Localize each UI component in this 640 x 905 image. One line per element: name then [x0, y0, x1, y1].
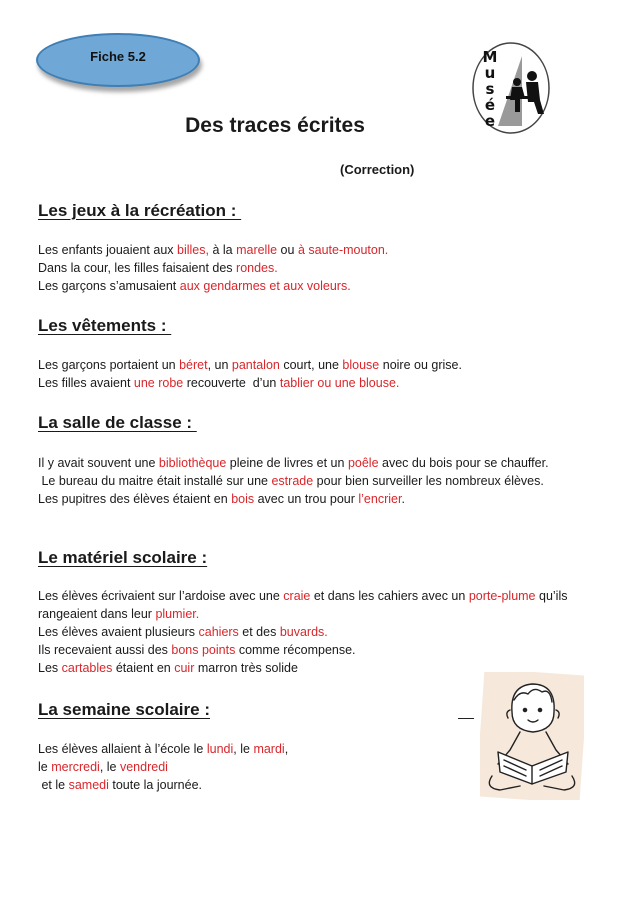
text-segment: et des	[238, 625, 280, 639]
text-segment: ,	[284, 742, 289, 756]
short-rule	[458, 718, 474, 719]
text-segment: Il y avait souvent une	[38, 456, 159, 470]
highlighted-answer: bibliothèque	[158, 456, 227, 470]
correction-label: (Correction)	[340, 162, 415, 177]
text-segment: court, une	[279, 358, 343, 372]
logo-letter-e-acute: é	[484, 96, 496, 114]
text-line	[38, 277, 608, 295]
highlighted-answer: mercredi	[51, 760, 100, 774]
highlighted-answer: cahiers	[198, 625, 239, 639]
text-line	[38, 490, 608, 508]
highlighted-answer: lundi	[206, 742, 234, 756]
highlighted-answer: bons points	[171, 643, 236, 657]
text-segment: , le	[99, 760, 120, 774]
highlighted-answer: craie	[283, 589, 311, 603]
highlighted-answer: estrade	[271, 474, 314, 488]
text-line	[38, 587, 608, 623]
text-segment: , le	[233, 742, 254, 756]
text-segment: pour bien surveiller les nombreux élèves.	[313, 474, 544, 488]
text-segment: toute la journée.	[108, 778, 203, 792]
highlighted-answer: aux gendarmes et aux voleurs.	[179, 279, 351, 293]
text-segment: Les	[38, 661, 62, 675]
section-title-salle-de-classe: La salle de classe :	[38, 413, 197, 432]
text-segment: ou	[277, 243, 298, 257]
highlighted-answer: vendredi	[119, 760, 168, 774]
text-segment: recouverte d’un	[183, 376, 280, 390]
highlighted-answer: poêle	[347, 456, 379, 470]
logo-letter-e: e	[484, 112, 496, 130]
highlighted-answer: marelle	[236, 243, 278, 257]
text-line	[38, 241, 608, 259]
highlighted-answer: buvards.	[279, 625, 328, 639]
text-segment: le	[38, 760, 52, 774]
text-segment: Les élèves allaient à l’école le	[38, 742, 207, 756]
text-segment: marron très solide	[194, 661, 298, 675]
highlighted-answer: bois	[231, 492, 255, 506]
text-segment: noire ou grise.	[379, 358, 462, 372]
text-segment: comme récompense.	[235, 643, 356, 657]
text-line	[38, 454, 608, 472]
logo-letter-m: M	[482, 48, 498, 66]
text-line	[38, 641, 608, 659]
highlighted-answer: cuir	[174, 661, 195, 675]
highlighted-answer: mardi	[253, 742, 285, 756]
text-line	[38, 623, 608, 641]
text-segment: Dans la cour, les filles faisaient des	[38, 261, 237, 275]
logo-letter-u: u	[484, 64, 496, 82]
text-segment: Les garçons s’amusaient	[38, 279, 180, 293]
text-segment: Les enfants jouaient aux	[38, 243, 177, 257]
highlighted-answer: blouse	[342, 358, 380, 372]
text-segment: à la	[208, 243, 237, 257]
text-segment: Les garçons portaient un	[38, 358, 180, 372]
highlighted-answer: plumier.	[155, 607, 200, 621]
highlighted-answer: rondes.	[236, 261, 278, 275]
text-segment: qu’ils rangeaient dans leur	[38, 589, 571, 621]
text-segment: , un	[207, 358, 232, 372]
section-title-recreation: Les jeux à la récréation :	[38, 201, 242, 220]
child-reading-illustration	[480, 672, 584, 800]
text-segment: et dans les cahiers avec un	[310, 589, 469, 603]
highlighted-answer: pantalon	[231, 358, 280, 372]
text-line	[38, 374, 608, 392]
text-line	[38, 259, 608, 277]
highlighted-answer: billes,	[177, 243, 209, 257]
paragraph-materiel	[38, 587, 608, 677]
paragraph-salle-de-classe	[38, 454, 608, 508]
text-segment: .	[401, 492, 405, 506]
section-title-materiel: Le matériel scolaire :	[38, 548, 208, 567]
text-segment: étaient en	[112, 661, 175, 675]
highlighted-answer: cartables	[61, 661, 113, 675]
text-segment: pleine de livres et un	[226, 456, 348, 470]
highlighted-answer: l’encrier	[358, 492, 402, 506]
text-segment: avec du bois pour se chauffer.	[378, 456, 549, 470]
logo-letter-s: s	[485, 80, 495, 98]
highlighted-answer: tablier ou une blouse.	[279, 376, 400, 390]
text-segment: Les pupitres des élèves étaient en	[38, 492, 232, 506]
highlighted-answer: béret	[179, 358, 208, 372]
highlighted-answer: samedi	[68, 778, 109, 792]
section-title-semaine: La semaine scolaire :	[38, 700, 210, 719]
highlighted-answer: une robe	[133, 376, 184, 390]
paragraph-recreation	[38, 241, 608, 295]
fiche-badge-label: Fiche 5.2	[90, 48, 146, 64]
text-segment: Ils recevaient aussi des	[38, 643, 172, 657]
highlighted-answer: porte-plume	[468, 589, 536, 603]
text-segment: Le bureau du maitre était installé sur une	[38, 474, 272, 488]
text-line	[38, 472, 608, 490]
text-segment: Les filles avaient	[38, 376, 134, 390]
text-segment: et le	[38, 778, 69, 792]
paragraph-vetements	[38, 356, 608, 392]
fiche-badge	[36, 33, 200, 87]
page-title: Des traces écrites	[185, 114, 365, 137]
section-title-vetements: Les vêtements :	[38, 316, 172, 335]
text-segment: Les élèves écrivaient sur l’ardoise avec une	[38, 589, 284, 603]
text-line	[38, 356, 608, 374]
text-segment: Les élèves avaient plusieurs	[38, 625, 199, 639]
highlighted-answer: à saute-mouton.	[297, 243, 389, 257]
text-segment: avec un trou pour	[254, 492, 359, 506]
